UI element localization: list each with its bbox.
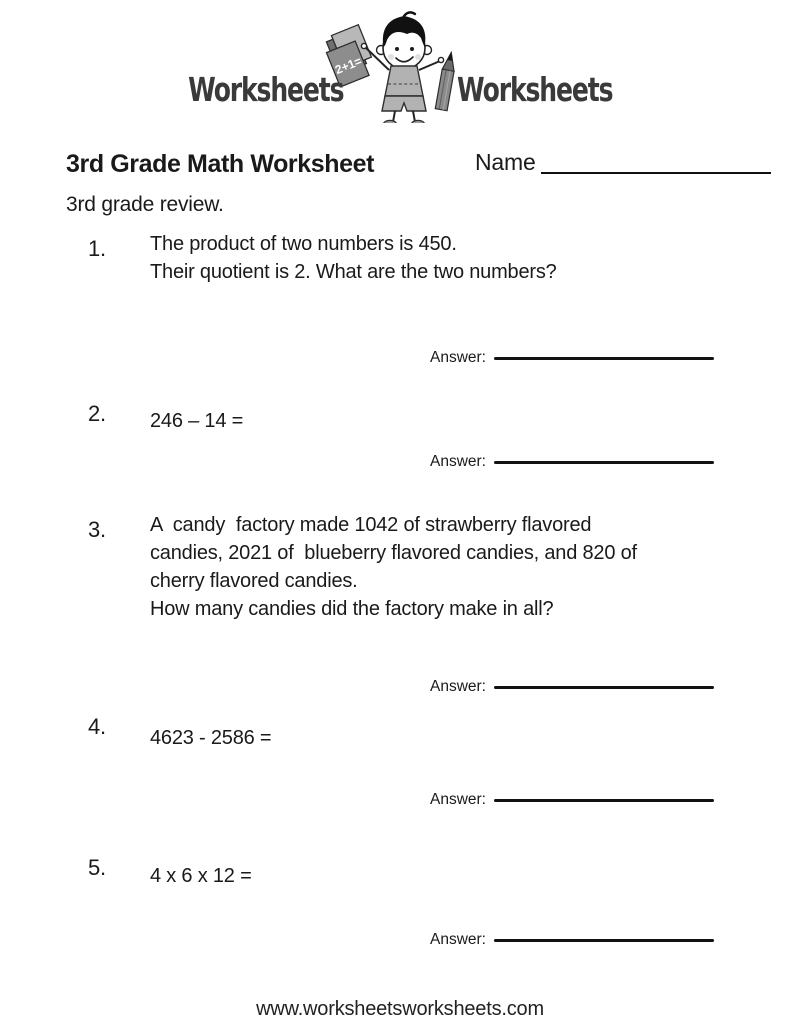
answer-label: Answer: (430, 791, 486, 808)
worksheets-logo (0, 8, 800, 123)
boy-foot-right (412, 120, 425, 123)
answer-label: Answer: (430, 678, 486, 695)
answer-field (430, 791, 714, 809)
name-blank-line (541, 172, 771, 174)
problem-text (150, 511, 637, 623)
problem-text (150, 862, 252, 890)
problem-line: Their quotient is 2. What are the two numbers? (150, 261, 557, 283)
answer-field (430, 678, 714, 696)
worksheet-instructions: 3rd grade review. (66, 193, 224, 216)
boy-overalls (382, 66, 426, 111)
answer-label: Answer: (430, 931, 486, 948)
worksheets-logo-boy-illustration (321, 8, 471, 123)
problem-line: 4623 - 2586 = (150, 727, 272, 749)
problem-line: How many candies did the factory make in all? (150, 598, 554, 620)
problem-line: candies, 2021 of blueberry flavored candies, and 820 of (150, 542, 637, 564)
answer-blank-line (494, 799, 714, 802)
answer-blank-line (494, 939, 714, 942)
boy-arm-right (419, 61, 440, 70)
logo-text-left: Worksheets (187, 70, 343, 109)
problem-text (150, 407, 243, 435)
answer-field (430, 453, 714, 471)
answer-blank-line (494, 357, 714, 360)
answer-label: Answer: (430, 349, 486, 366)
answer-blank-line (494, 686, 714, 689)
boy-foot-left (384, 120, 397, 123)
page-title: 3rd Grade Math Worksheet (66, 150, 375, 178)
flashcard-text: 2+1= (333, 53, 364, 78)
problem-number: 3. (88, 517, 106, 542)
name-field (475, 149, 771, 176)
answer-blank-line (494, 461, 714, 464)
problem-text (150, 230, 557, 286)
problem-number: 4. (88, 714, 106, 739)
problem-number: 5. (88, 855, 106, 880)
footer-url: www.worksheetsworksheets.com (256, 998, 544, 1020)
answer-field (430, 931, 714, 949)
problem-number: 1. (88, 236, 106, 261)
problem-line: 4 x 6 x 12 = (150, 865, 252, 887)
problem-number: 2. (88, 401, 106, 426)
problem-line: The product of two numbers is 450. (150, 233, 457, 255)
name-label: Name (475, 149, 536, 175)
problem-line: 246 – 14 = (150, 410, 244, 432)
answer-field (430, 349, 714, 367)
logo-text-right: Worksheets (457, 70, 613, 109)
problem-text (150, 724, 271, 752)
problem-line: A candy factory made 1042 of strawberry flavored (150, 514, 592, 536)
answer-label: Answer: (430, 453, 486, 470)
problem-line: cherry flavored candies. (150, 570, 358, 592)
